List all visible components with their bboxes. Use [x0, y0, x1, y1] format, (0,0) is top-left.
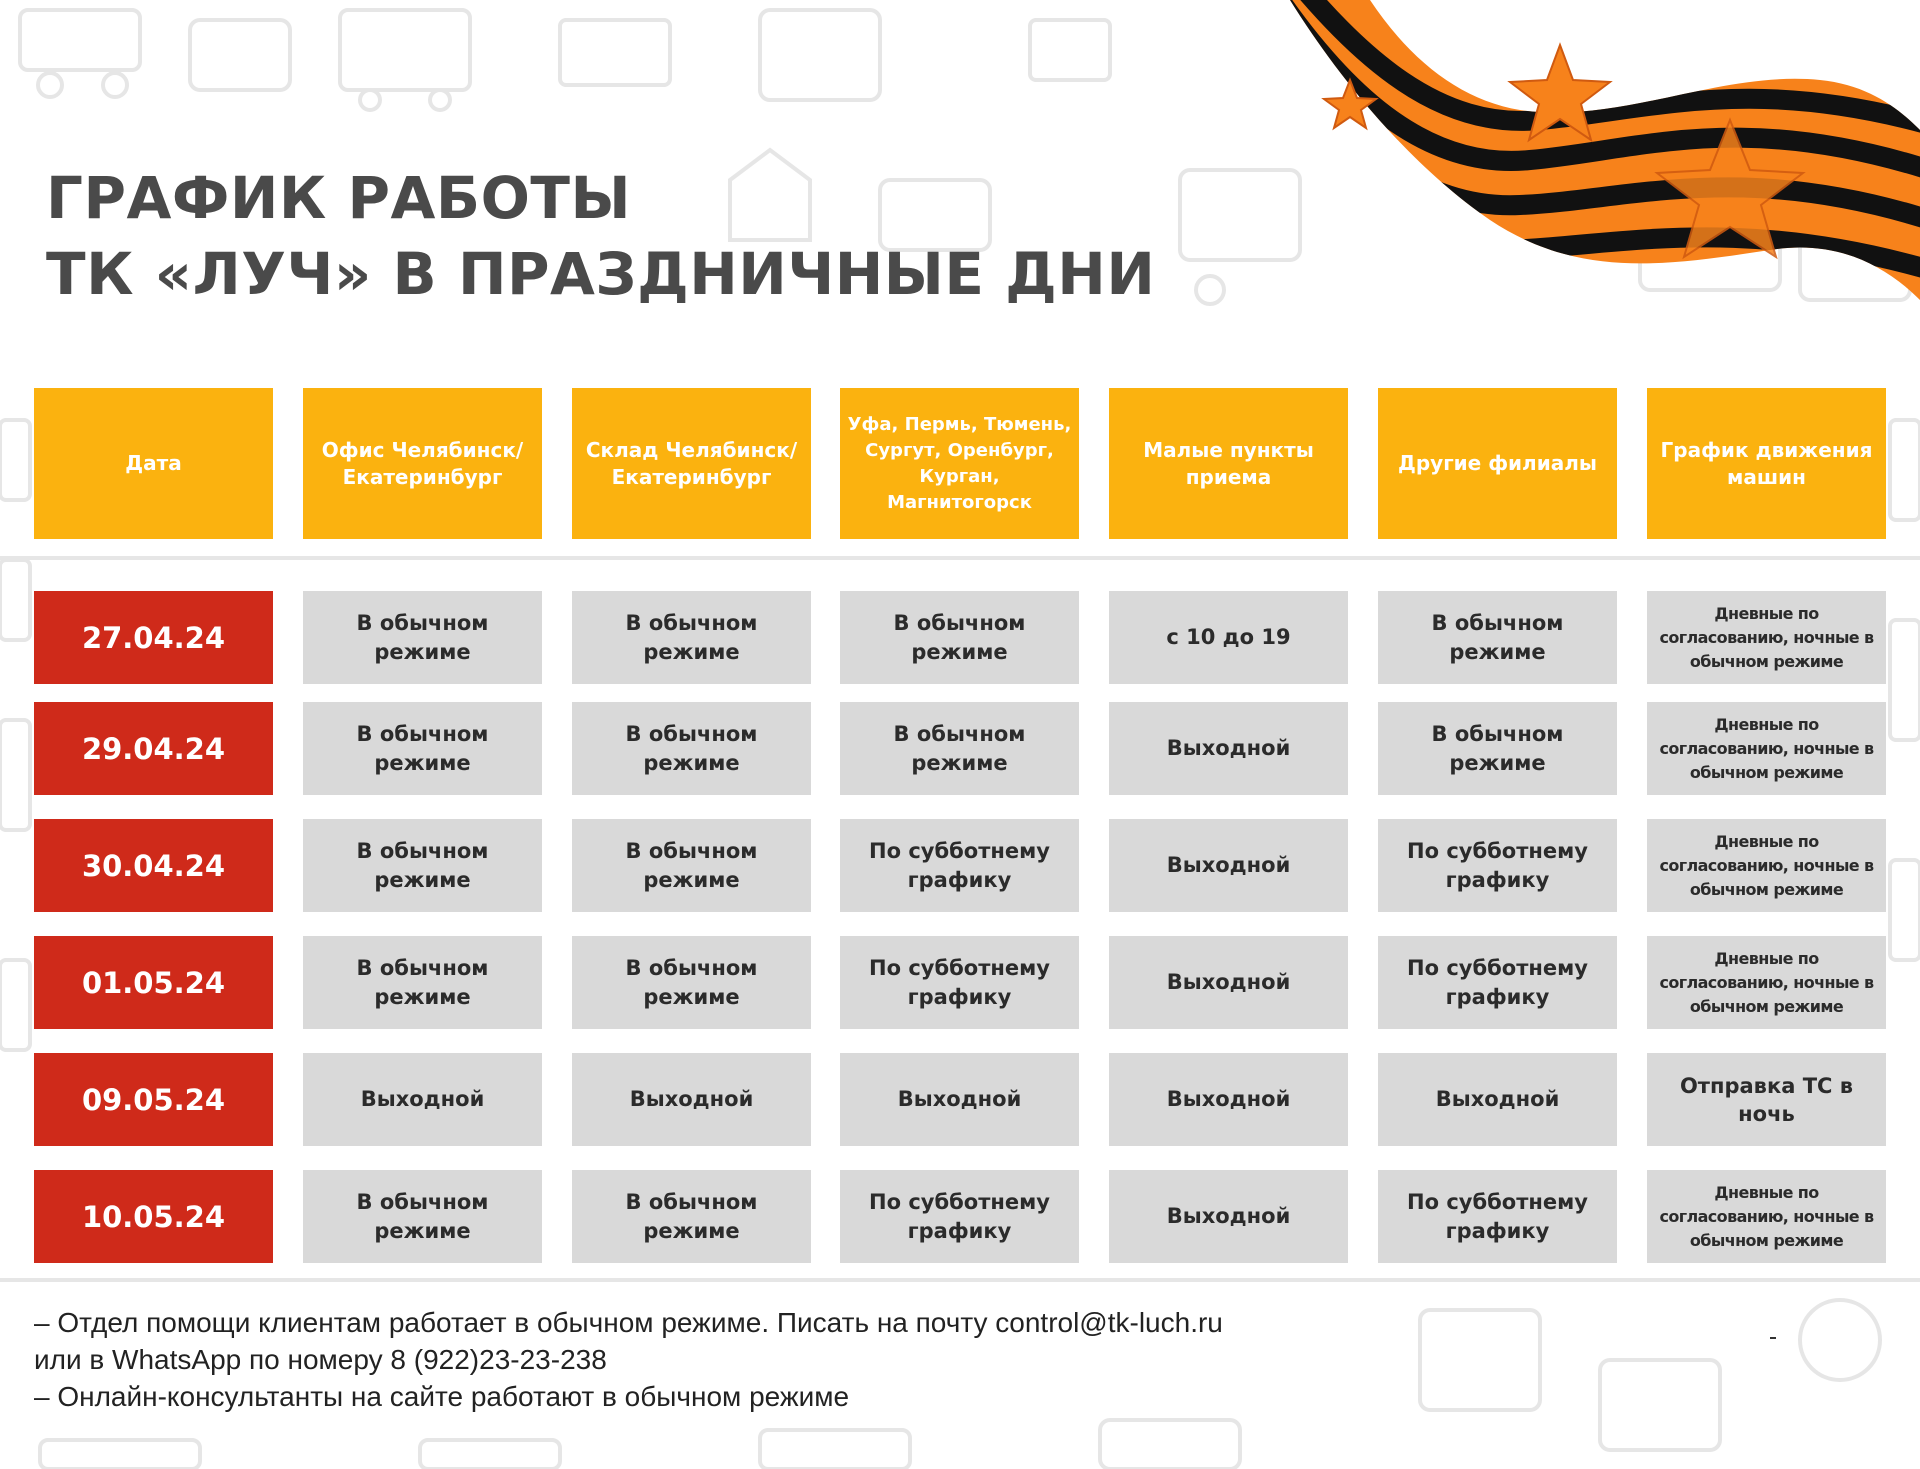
table-cell: Дневные по согласованию, ночные в обычном режиме: [1647, 936, 1886, 1029]
decorative-dash: [1770, 1337, 1776, 1339]
date-cell: 10.05.24: [34, 1170, 273, 1263]
table-cell: с 10 до 19: [1109, 591, 1348, 684]
table-cell: В обычном режиме: [303, 702, 542, 795]
table-cell: В обычном режиме: [303, 591, 542, 684]
table-cell: В обычном режиме: [572, 591, 811, 684]
title-line-1: ГРАФИК РАБОТЫ: [46, 164, 632, 232]
table-cell: В обычном режиме: [303, 819, 542, 912]
table-cell: В обычном режиме: [572, 1170, 811, 1263]
title-line-2: ТК «ЛУЧ» В ПРАЗДНИЧНЫЕ ДНИ: [46, 240, 1156, 308]
header-office: Офис Челябинск/ Екатеринбург: [303, 388, 542, 539]
table-cell: Выходной: [303, 1053, 542, 1146]
date-cell: 01.05.24: [34, 936, 273, 1029]
date-cell: 29.04.24: [34, 702, 273, 795]
header-warehouse: Склад Челябинск/ Екатеринбург: [572, 388, 811, 539]
table-cell: По субботнему графику: [1378, 1170, 1617, 1263]
table-cell: Отправка ТС в ночь: [1647, 1053, 1886, 1146]
footer-line-2: или в WhatsApp по номеру 8 (922)23-23-238: [34, 1344, 607, 1375]
table-cell: Выходной: [1109, 936, 1348, 1029]
table-cell: По субботнему графику: [840, 1170, 1079, 1263]
table-cell: Выходной: [1109, 1053, 1348, 1146]
footer-line-3: – Онлайн-консультанты на сайте работают в обычном режиме: [34, 1381, 850, 1412]
table-cell: Дневные по согласованию, ночные в обычном режиме: [1647, 702, 1886, 795]
table-cell: В обычном режиме: [572, 819, 811, 912]
table-cell: В обычном режиме: [1378, 591, 1617, 684]
table-cell: Выходной: [1109, 819, 1348, 912]
header-cities: Уфа, Пермь, Тюмень, Сургут, Оренбург, Курган, Магнитогорск: [840, 388, 1079, 539]
table-cell: Выходной: [572, 1053, 811, 1146]
table-cell: Выходной: [1109, 702, 1348, 795]
table-cell: В обычном режиме: [840, 702, 1079, 795]
table-cell: В обычном режиме: [303, 936, 542, 1029]
table-cell: По субботнему графику: [840, 936, 1079, 1029]
date-cell: 09.05.24: [34, 1053, 273, 1146]
page-title: [46, 160, 1155, 312]
header-small-points: Малые пункты приема: [1109, 388, 1348, 539]
footer-line-1: – Отдел помощи клиентам работает в обычном режиме. Писать на почту control@tk-luch.ru: [34, 1307, 1223, 1338]
table-cell: Дневные по согласованию, ночные в обычном режиме: [1647, 1170, 1886, 1263]
footer-notes: [34, 1304, 1223, 1415]
table-cell: Выходной: [840, 1053, 1079, 1146]
table-cell: Выходной: [1109, 1170, 1348, 1263]
date-cell: 30.04.24: [34, 819, 273, 912]
table-cell: По субботнему графику: [840, 819, 1079, 912]
table-cell: По субботнему графику: [1378, 819, 1617, 912]
table-cell: Дневные по согласованию, ночные в обычном режиме: [1647, 819, 1886, 912]
header-other-branches: Другие филиалы: [1378, 388, 1617, 539]
table-cell: В обычном режиме: [303, 1170, 542, 1263]
table-cell: В обычном режиме: [572, 702, 811, 795]
table-cell: В обычном режиме: [840, 591, 1079, 684]
table-cell: В обычном режиме: [572, 936, 811, 1029]
table-cell: По субботнему графику: [1378, 936, 1617, 1029]
header-date: Дата: [34, 388, 273, 539]
date-cell: 27.04.24: [34, 591, 273, 684]
st-george-ribbon-icon: [1290, 0, 1920, 340]
table-cell: Выходной: [1378, 1053, 1617, 1146]
table-cell: Дневные по согласованию, ночные в обычном режиме: [1647, 591, 1886, 684]
header-vehicle-schedule: График движения машин: [1647, 388, 1886, 539]
table-cell: В обычном режиме: [1378, 702, 1617, 795]
